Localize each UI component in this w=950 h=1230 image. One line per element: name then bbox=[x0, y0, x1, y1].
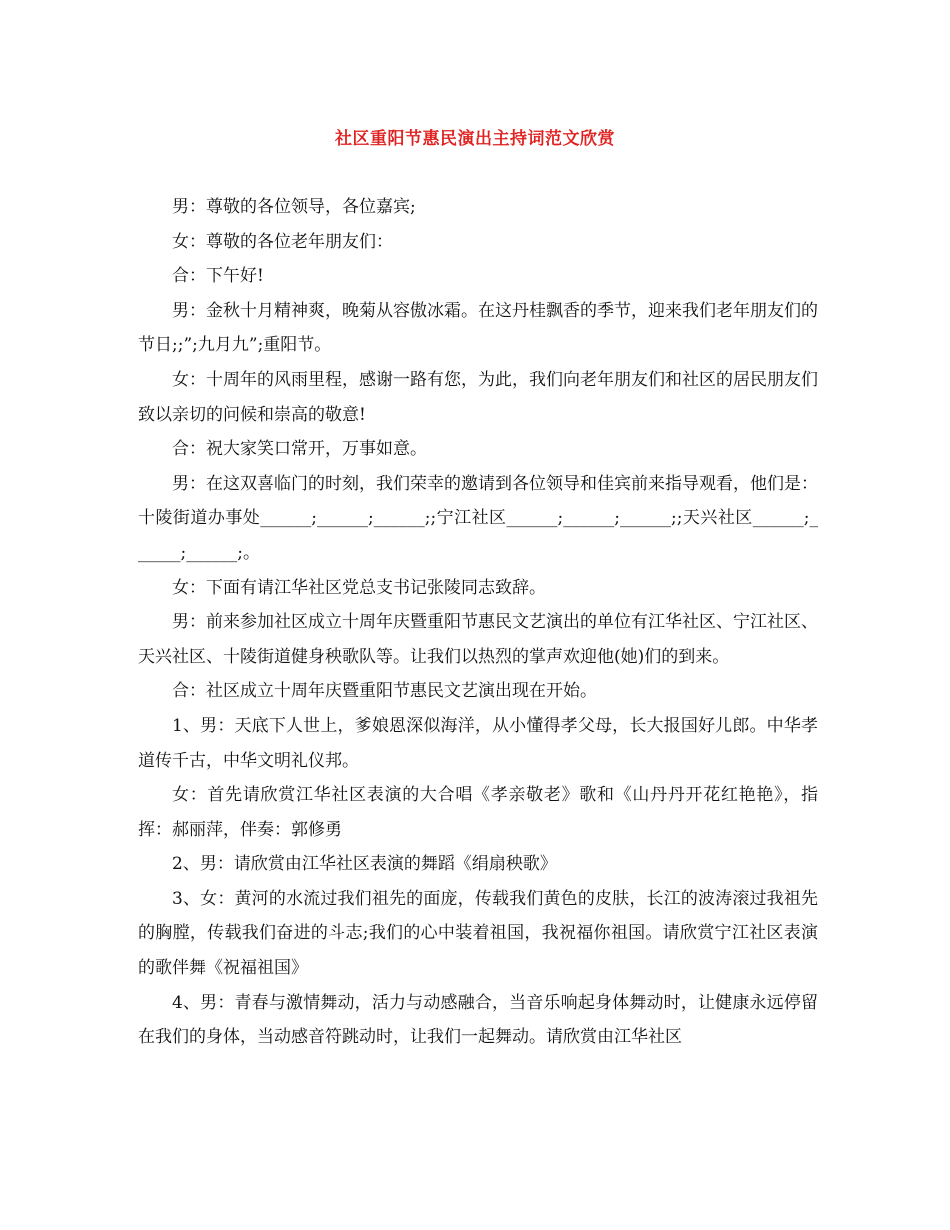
paragraph: 男：前来参加社区成立十周年庆暨重阳节惠民文艺演出的单位有江华社区、宁江社区、天兴社区、十陵街道健身秧歌队等。让我们以热烈的掌声欢迎他(她)们的到来。 bbox=[138, 612, 818, 667]
paragraph: 男：尊敬的各位领导，各位嘉宾; bbox=[172, 197, 416, 217]
paragraph: 2、男：请欣赏由江华社区表演的舞蹈《绢扇秧歌》 bbox=[172, 854, 557, 875]
paragraph: 女：尊敬的各位老年朋友们： bbox=[172, 231, 393, 252]
paragraph: 男：在这双喜临门的时刻，我们荣幸的邀请到各位领导和佳宾前来指导观看，他们是：十陵街道办事处______;______;______;;宁江社区______;______;______;;天兴社区______;______;______;。 bbox=[138, 473, 818, 563]
paragraph: 1、男：天底下人世上，爹娘恩深似海洋，从小懂得孝父母，长大报国好儿郎。中华孝道传千古，中华文明礼仪邦。 bbox=[138, 715, 818, 771]
document-title: 社区重阳节惠民演出主持词范文欣赏 bbox=[335, 129, 615, 149]
paragraph: 合：下午好! bbox=[172, 266, 264, 287]
paragraph: 合：祝大家笑口常开，万事如意。 bbox=[172, 439, 427, 460]
paragraph: 女：下面有请江华社区党总支书记张陵同志致辞。 bbox=[172, 577, 546, 598]
paragraph: 合：社区成立十周年庆暨重阳节惠民文艺演出现在开始。 bbox=[172, 681, 597, 702]
document-body bbox=[138, 190, 818, 1055]
paragraph: 女：首先请欣赏江华社区表演的大合唱《孝亲敬老》歌和《山丹丹开花红艳艳》，指挥：郝丽萍，伴奏：郭修勇 bbox=[138, 785, 818, 840]
paragraph: 男：金秋十月精神爽，晚菊从容傲冰霜。在这丹桂飘香的季节，迎来我们老年朋友们的节日;;”;九月九”;重阳节。 bbox=[138, 300, 818, 356]
paragraph: 3、女：黄河的水流过我们祖先的面庞，传载我们黄色的皮肤，长江的波涛滚过我祖先的胸膛，传载我们奋进的斗志;我们的心中装着祖国，我祝福你祖国。请欣赏宁江社区表演的歌伴舞《祝福祖国》 bbox=[138, 888, 818, 979]
paragraph: 4、男：青春与激情舞动，活力与动感融合，当音乐响起身体舞动时，让健康永远停留在我们的身体，当动感音符跳动时，让我们一起舞动。请欣赏由江华社区 bbox=[138, 992, 818, 1048]
paragraph: 女：十周年的风雨里程，感谢一路有您，为此，我们向老年朋友们和社区的居民朋友们致以亲切的问候和崇高的敬意! bbox=[138, 369, 818, 425]
